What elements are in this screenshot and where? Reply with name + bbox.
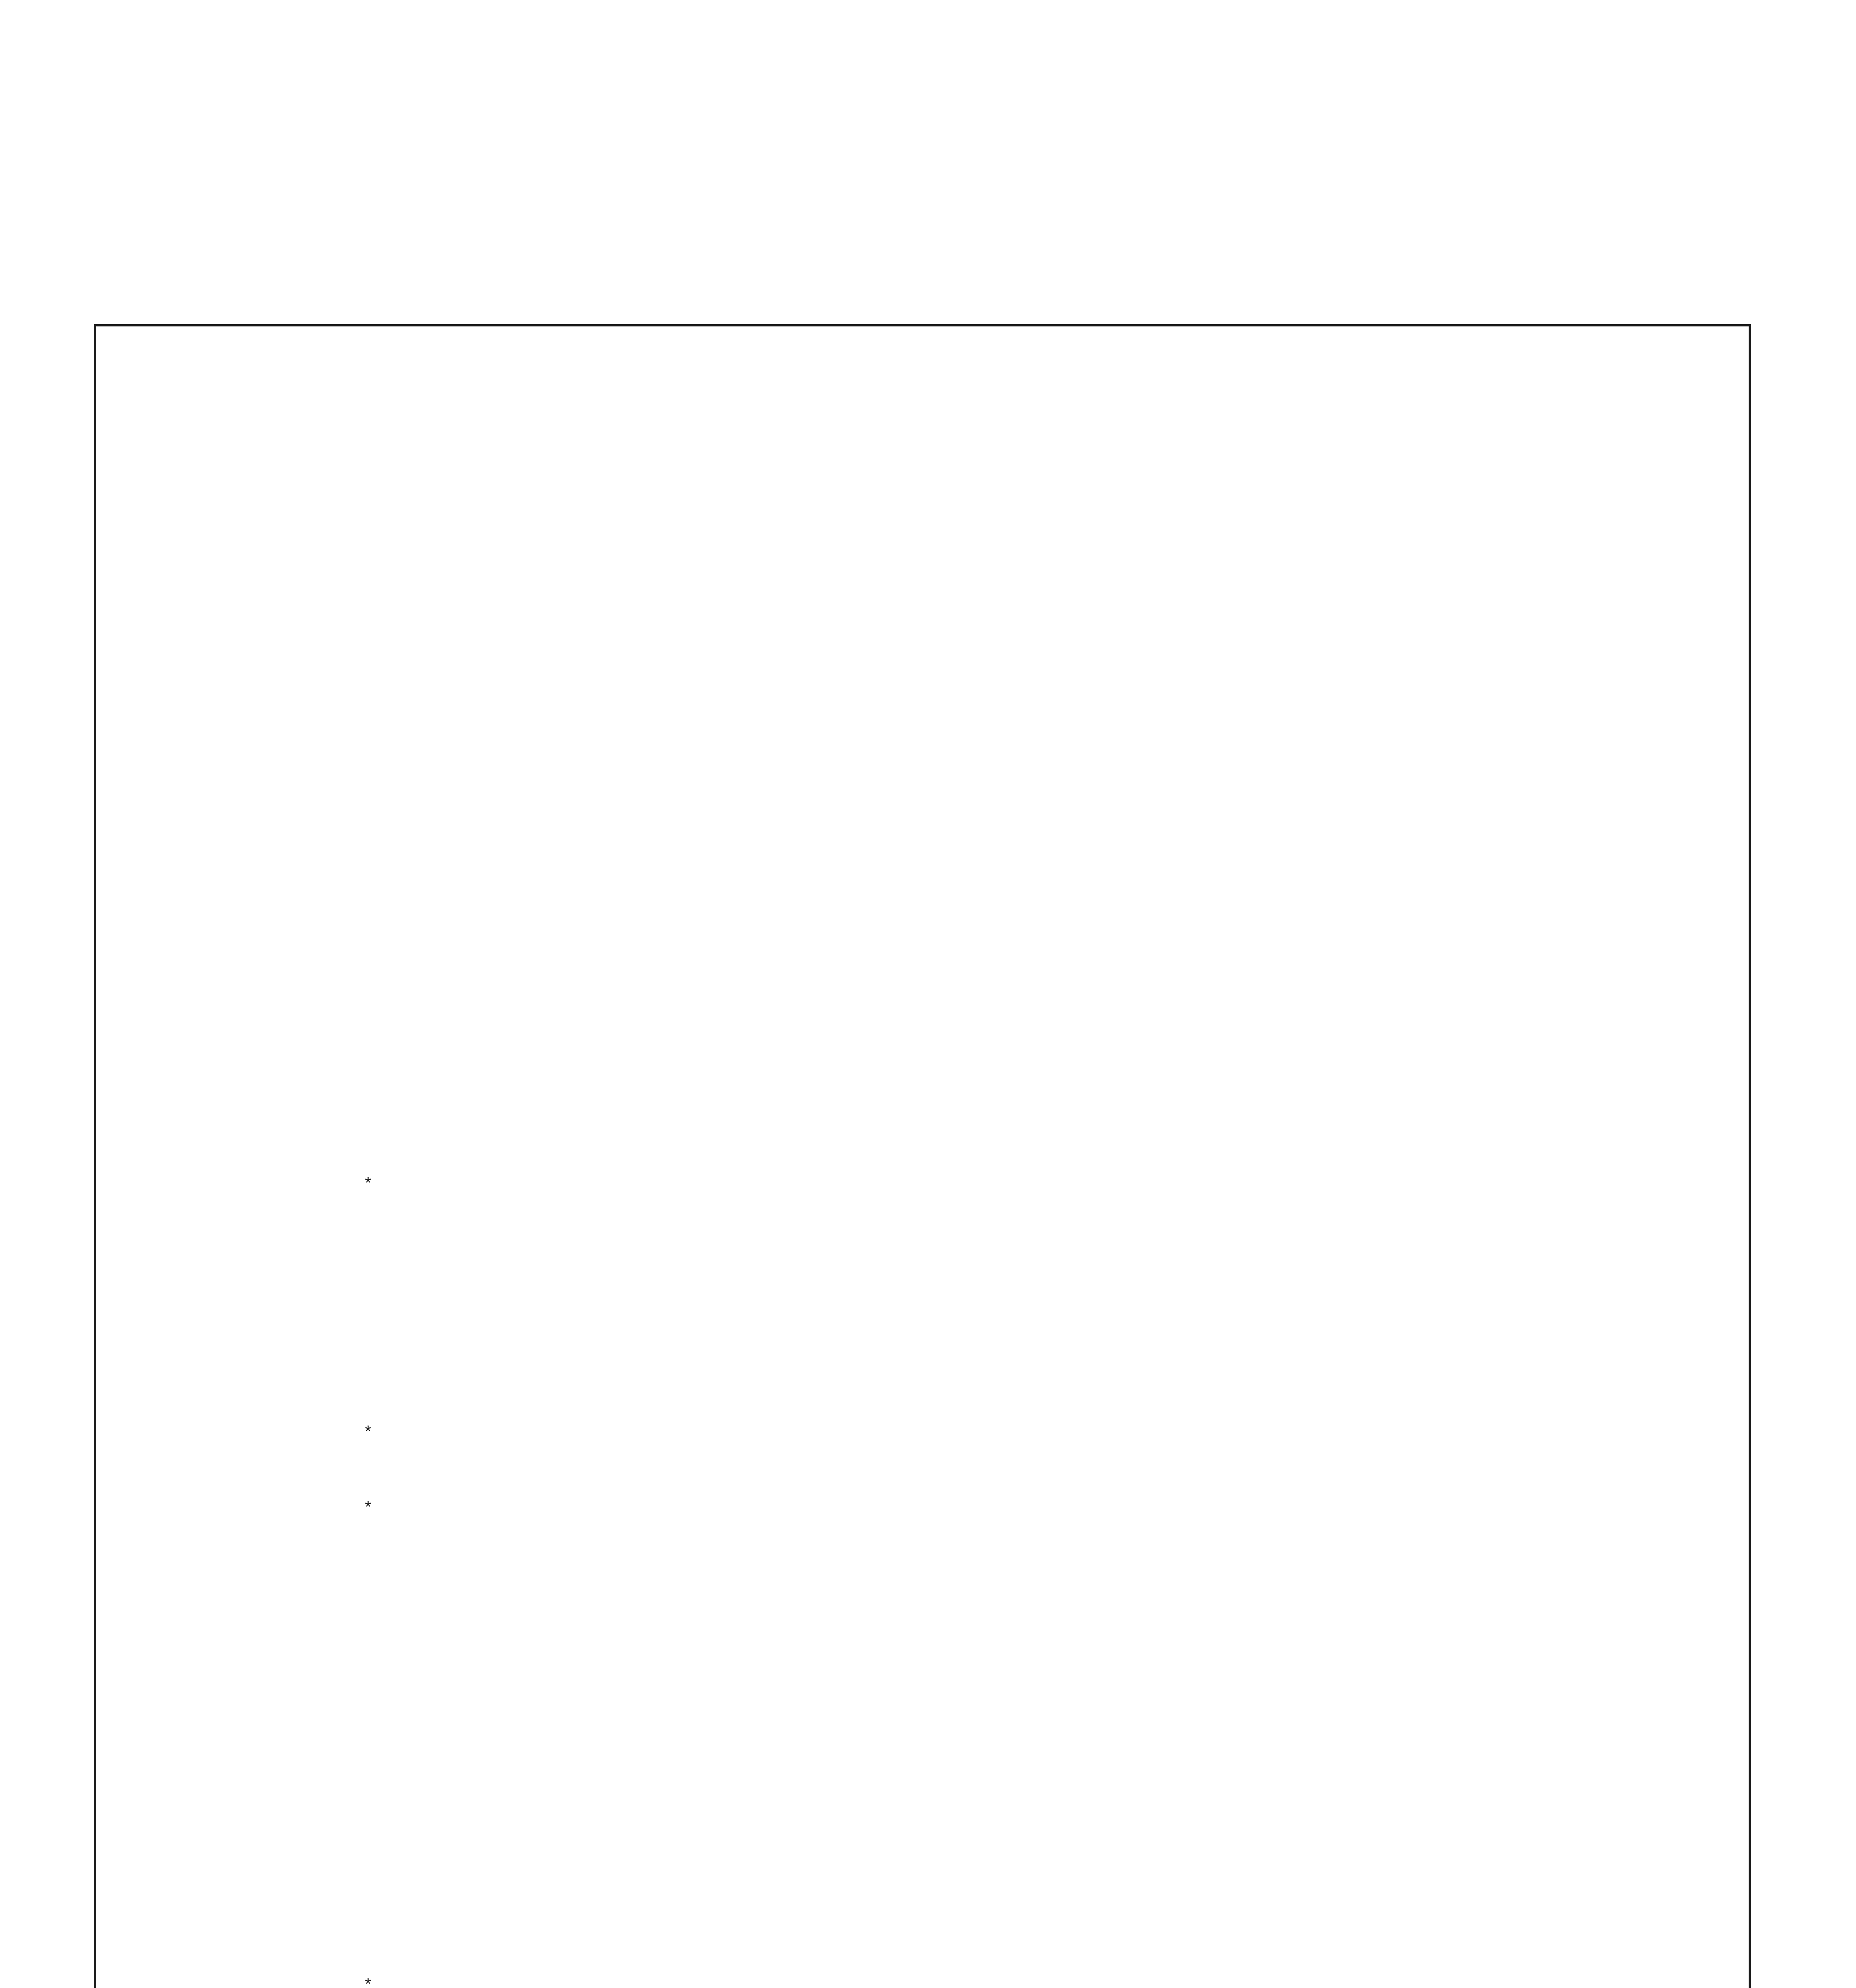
table-row <box>0 473 1856 492</box>
table-row <box>0 1065 1856 1084</box>
table-row <box>0 512 1856 531</box>
table-row <box>0 1728 1856 1747</box>
table-row <box>0 1046 1856 1065</box>
mountain-station-marker: * <box>365 1423 371 1440</box>
table-row <box>0 1306 1856 1325</box>
table-row <box>0 1007 1856 1026</box>
table-row <box>0 1594 1856 1613</box>
table-row <box>0 1402 1856 1421</box>
table-row <box>0 949 1856 968</box>
table-row <box>0 1383 1856 1402</box>
table-row <box>0 1135 1856 1154</box>
table-row <box>0 663 1856 682</box>
table-row <box>0 550 1856 569</box>
table-row <box>0 1536 1856 1555</box>
table-row <box>0 1364 1856 1383</box>
table-row <box>0 1250 1856 1270</box>
table-row <box>0 1936 1856 1955</box>
table-row <box>0 589 1856 608</box>
table-row <box>0 930 1856 949</box>
table-row <box>0 835 1856 854</box>
table-row <box>0 1084 1856 1103</box>
table-row <box>0 1026 1856 1045</box>
mountain-station-marker: * <box>365 1174 371 1192</box>
table-row <box>0 1212 1856 1231</box>
table-row <box>0 1345 1856 1364</box>
table-row <box>0 988 1856 1007</box>
table-row <box>0 1231 1856 1250</box>
table-row <box>0 701 1856 720</box>
table-row <box>0 1613 1856 1632</box>
table-row <box>0 740 1856 759</box>
table-row <box>0 1974 1856 1988</box>
table-row <box>0 854 1856 874</box>
table-row <box>0 1690 1856 1709</box>
table-row <box>0 1192 1856 1211</box>
table-row <box>0 1767 1856 1786</box>
table-row <box>0 1671 1856 1690</box>
table-row <box>0 1460 1856 1479</box>
table-row <box>0 1115 1856 1134</box>
table-row <box>0 1805 1856 1824</box>
table-row <box>0 797 1856 816</box>
table-row <box>0 1441 1856 1460</box>
table-row <box>0 1478 1856 1497</box>
table-row <box>0 1422 1856 1441</box>
table-row <box>0 493 1856 512</box>
table-row <box>0 1955 1856 1974</box>
table-row <box>0 1786 1856 1805</box>
mountain-station-marker: * <box>365 1498 371 1516</box>
table-row <box>0 874 1856 893</box>
table-row <box>0 1555 1856 1574</box>
table-row <box>0 531 1856 550</box>
table-row <box>0 816 1856 835</box>
table-row <box>0 644 1856 663</box>
table-row <box>0 682 1856 701</box>
table-row <box>0 1747 1856 1767</box>
table-row <box>0 1173 1856 1192</box>
mountain-station-marker: * <box>365 1975 371 1988</box>
table-row <box>0 1516 1856 1536</box>
table-row <box>0 1574 1856 1594</box>
table-row <box>0 570 1856 589</box>
table-row <box>0 1270 1856 1289</box>
table-row <box>0 911 1856 930</box>
table-row <box>0 1287 1856 1306</box>
table-row <box>0 969 1856 988</box>
table-row <box>0 1916 1856 1936</box>
table-row <box>0 624 1856 643</box>
table-row <box>0 777 1856 796</box>
table-row <box>0 1709 1856 1728</box>
table-row <box>0 1632 1856 1651</box>
table-row <box>0 1497 1856 1516</box>
table-row <box>0 721 1856 740</box>
table-row <box>0 1154 1856 1173</box>
table-row <box>0 1652 1856 1671</box>
table-row <box>0 1325 1856 1344</box>
